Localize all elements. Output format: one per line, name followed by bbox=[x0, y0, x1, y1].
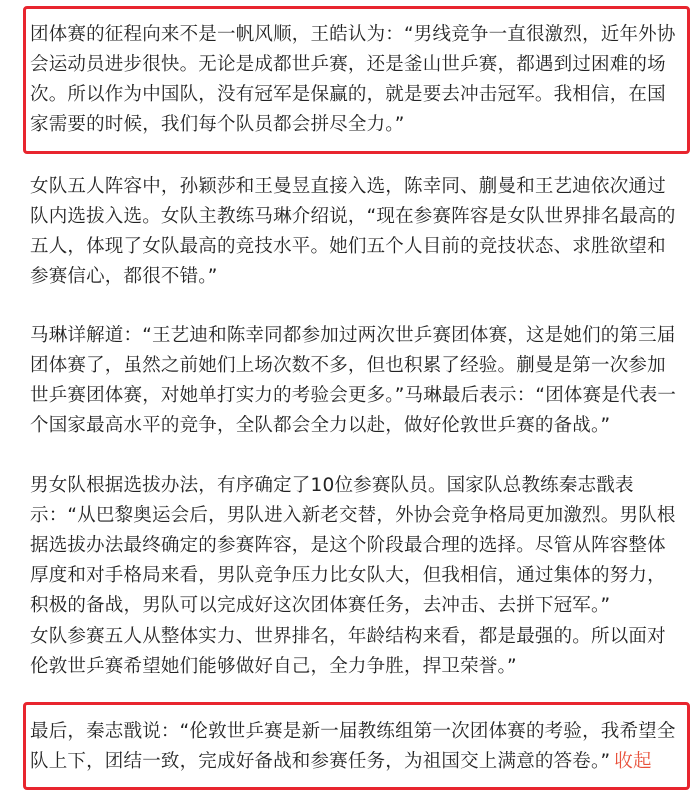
collapse-link[interactable]: 收起 bbox=[614, 751, 652, 772]
paragraph-3: 马琳详解道：“王艺迪和陈幸同都参加过两次世乒赛团体赛，这是她们的第三届团体赛了，虽然之前她们上场次数不多，但也积累了经验。蒯曼是第一次参加世乒赛团体赛，对她单打实力的考验会更多。”马琳最后表示：“团体赛是代表一个国家最高水平的竞争，全队都会全力以赴，做好伦敦世乒赛的备战。” bbox=[30, 325, 677, 436]
paragraph-5: 女队参赛五人从整体实力、世界排名，年龄结构来看，都是最强的。所以面对伦敦世乒赛希望她们能够做好自己，全力争胜，捍卫荣誉。” bbox=[30, 626, 666, 677]
paragraph-2: 女队五人阵容中，孙颖莎和王曼昱直接入选，陈幸同、蒯曼和王艺迪依次通过队内选拔入选。女队主教练马琳介绍说，“现在参赛阵容是女队世界排名最高的五人，体现了女队最高的竞技水平。她们五个人目前的竞技状态、求胜欲望和参赛信心，都很不错。” bbox=[30, 176, 676, 287]
paragraph-6 bbox=[30, 717, 680, 777]
paragraph-6-text: 最后，秦志戬说：“伦敦世乒赛是新一届教练组第一次团体赛的考验，我希望全队上下，团结一致，完成好备战和参赛任务，为祖国交上满意的答卷。” bbox=[30, 721, 676, 772]
paragraph-1: 团体赛的征程向来不是一帆风顺，王皓认为：“男线竞争一直很激烈，近年外协会运动员进步很快。无论是成都世乒赛，还是釜山世乒赛，都遇到过困难的场次。所以作为中国队，没有冠军是保赢的，就是要去冲击冠军。我相信，在国家需要的时候，我们每个队员都会拼尽全力。” bbox=[30, 24, 676, 135]
paragraph-4: 男女队根据选拔办法，有序确定了10位参赛队员。国家队总教练秦志戬表示：“从巴黎奥运会后，男队进入新老交替，外协会竞争格局更加激烈。男队根据选拔办法最终确定的参赛阵容，是这个阶段最合理的选择。尽管从阵容整体厚度和对手格局来看，男队竞争压力比女队大，但我相信，通过集体的努力，积极的备战，男队可以完成好这次团体赛任务，去冲击、去拼下冠军。” bbox=[30, 475, 676, 616]
